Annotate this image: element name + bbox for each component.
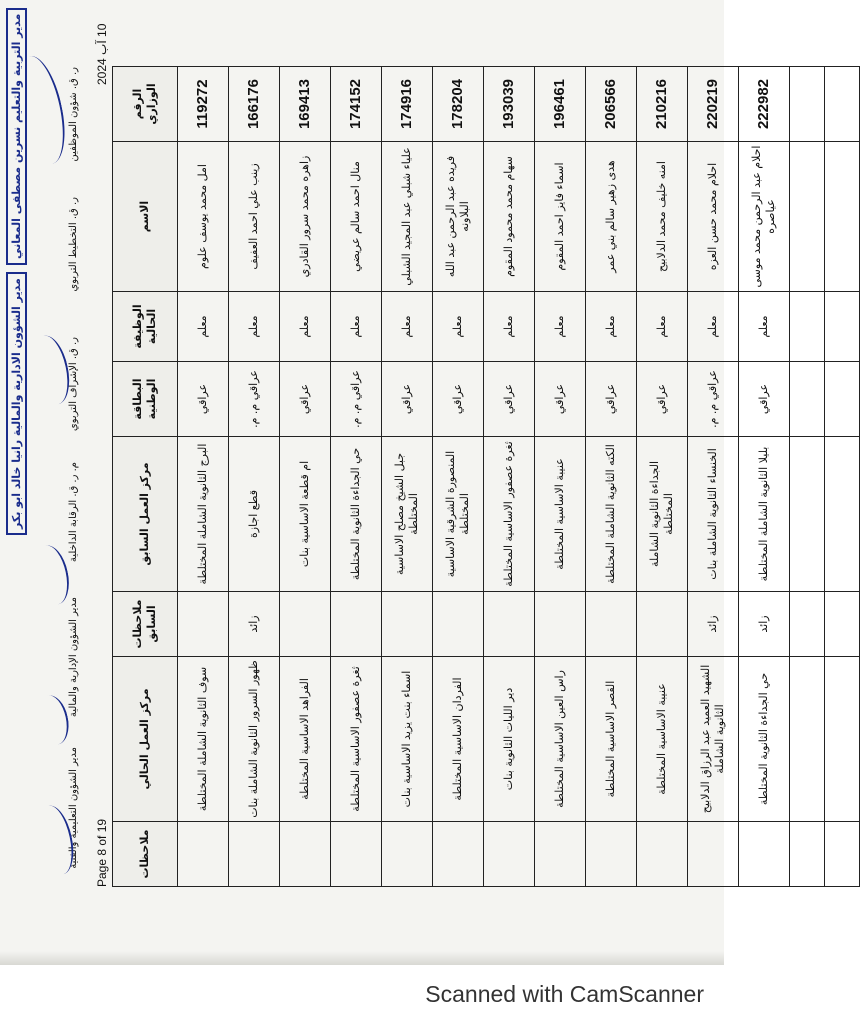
header-name: الاسم — [113, 142, 178, 292]
cell-ministry-no: 178204 — [433, 67, 484, 142]
cell-current-job: معلم — [331, 292, 382, 362]
cell-current-location: ثغرة عصفور الاساسية المختلطة — [331, 657, 382, 822]
cell-current-job: معلم — [178, 292, 229, 362]
header-notes: ملاحظات — [113, 822, 178, 887]
cell-notes — [178, 822, 229, 887]
signatory-planning: ر. ق. التخطيط التربوي — [68, 197, 79, 292]
cell-ministry-no: 119272 — [178, 67, 229, 142]
signature-row — [60, 67, 90, 887]
cell-name: هدى زهير سالم بني عمر — [586, 142, 637, 292]
cell-current-location: دير الليات الثانوية بنات — [484, 657, 535, 822]
cell-current-location: سوف الثانوية الشاملة المختلطة — [178, 657, 229, 822]
cell-prev-location: حي الجداءة الثانوية المختلطة — [331, 437, 382, 592]
signatory-admin-finance: مدير الشؤون الإدارية والمالية — [68, 597, 79, 718]
document-date: 10 آب 2024 — [95, 23, 109, 85]
cell-ministry-no: 206566 — [586, 67, 637, 142]
empty-cell — [825, 657, 860, 822]
cell-name: امل محمد يوسف علوم — [178, 142, 229, 292]
cell-notes — [433, 822, 484, 887]
cell-current-job: معلم — [382, 292, 433, 362]
cell-ministry-no: 196461 — [535, 67, 586, 142]
empty-cell — [825, 437, 860, 592]
signatory-internal-audit: م. ر. ق. الرقابة الداخلية — [68, 462, 79, 563]
cell-prev-notes — [484, 592, 535, 657]
cell-current-location: عنيبة الاساسية المختلطة — [637, 657, 688, 822]
cell-national-id: عراقي — [382, 362, 433, 437]
cell-prev-location: جبل الشيخ مصلح الاساسية المختلطة — [382, 437, 433, 592]
cell-national-id: عراقي — [535, 362, 586, 437]
cell-ministry-no: 169413 — [280, 67, 331, 142]
cell-current-location: اسماء بنت يزيد الاساسية بنات — [382, 657, 433, 822]
cell-prev-notes — [178, 592, 229, 657]
cell-notes — [229, 822, 280, 887]
cell-prev-location: قطع اجازة — [229, 437, 280, 592]
cell-current-job: معلم — [433, 292, 484, 362]
cell-notes — [739, 822, 790, 887]
cell-prev-notes — [280, 592, 331, 657]
stamp-admin-finance: مدير الشؤون الادارية والمالية رانيا خالد ابو بكر — [6, 272, 27, 535]
empty-cell — [790, 592, 825, 657]
page-edge-shadow — [0, 951, 724, 965]
cell-current-job: معلم — [586, 292, 637, 362]
table-row — [280, 67, 331, 887]
cell-current-location: الشهيد العميد عبد الرزاق الدلابيح الثانوية الشاملة — [688, 657, 739, 822]
cell-national-id: عراقي — [739, 362, 790, 437]
cell-name: زينب علي احمد العفيف — [229, 142, 280, 292]
cell-name: زاهره محمد سرور القادري — [280, 142, 331, 292]
table-row — [331, 67, 382, 887]
table-row — [637, 67, 688, 887]
cell-prev-location: عنيبة الاساسية المختلطة — [535, 437, 586, 592]
cell-prev-notes — [586, 592, 637, 657]
cell-notes — [484, 822, 535, 887]
cell-current-job: معلم — [229, 292, 280, 362]
cell-prev-location: المنصورة الشرقية الاساسية المختلطة — [433, 437, 484, 592]
table-row — [739, 67, 790, 887]
cell-ministry-no: 174916 — [382, 67, 433, 142]
header-prev-location: مركز العمل السابق — [113, 437, 178, 592]
table-row — [688, 67, 739, 887]
cell-ministry-no: 210216 — [637, 67, 688, 142]
cell-national-id: عراقي — [280, 362, 331, 437]
cell-prev-notes: زائد — [688, 592, 739, 657]
table-row — [586, 67, 637, 887]
cell-name: اسماء فايز احمد المقوم — [535, 142, 586, 292]
cell-prev-location: البرج الثانوية الشاملة المختلطة — [178, 437, 229, 592]
cell-national-id: عراقي — [586, 362, 637, 437]
cell-prev-notes — [433, 592, 484, 657]
table-header-row — [113, 67, 178, 887]
cell-prev-location: بليلا الثانوية الشاملة المختلطة — [739, 437, 790, 592]
cell-current-location: حي الجداءة الثانوية المختلطة — [739, 657, 790, 822]
cell-notes — [280, 822, 331, 887]
empty-cell — [790, 437, 825, 592]
table-row — [178, 67, 229, 887]
table-row — [433, 67, 484, 887]
empty-cell — [790, 657, 825, 822]
cell-prev-notes — [637, 592, 688, 657]
empty-row — [790, 67, 825, 887]
cell-national-id: عراقي م. م. — [331, 362, 382, 437]
empty-cell — [825, 142, 860, 292]
cell-national-id: عراقي — [178, 362, 229, 437]
cell-notes — [688, 822, 739, 887]
cell-ministry-no: 174152 — [331, 67, 382, 142]
cell-prev-location: الكته الثانوية الشاملة المختلطة — [586, 437, 637, 592]
empty-cell — [790, 292, 825, 362]
cell-prev-notes — [382, 592, 433, 657]
cell-ministry-no: 222982 — [739, 67, 790, 142]
cell-name: امنه خليف محمد الدلابيح — [637, 142, 688, 292]
cell-notes — [586, 822, 637, 887]
scanner-watermark-bar — [0, 973, 724, 1024]
signatory-education-affairs: مدير الشؤون التعليمية والفنية — [68, 747, 79, 869]
cell-national-id: عراقي م. م. — [688, 362, 739, 437]
cell-current-job: معلم — [739, 292, 790, 362]
cell-national-id: عراقي — [433, 362, 484, 437]
empty-cell — [790, 67, 825, 142]
scanner-watermark: Scanned with CamScanner — [425, 981, 704, 1007]
cell-prev-notes: زائد — [229, 592, 280, 657]
cell-current-location: راس العين الاساسية المختلطة — [535, 657, 586, 822]
header-national-id: البطاقة الوطنية — [113, 362, 178, 437]
cell-prev-location: ثغرة عصفور الاساسية المختلطة — [484, 437, 535, 592]
signatory-hr: ر. ق. شؤون الموظفين — [68, 67, 79, 162]
cell-current-location: القصر الاساسية المختلطة — [586, 657, 637, 822]
cell-current-job: معلم — [535, 292, 586, 362]
table-row — [229, 67, 280, 887]
table-row — [382, 67, 433, 887]
cell-prev-location: ام قطعة الاساسية بنات — [280, 437, 331, 592]
cell-prev-location: الجداءة الثانوية الشاملة المختلطة — [637, 437, 688, 592]
page-number: Page 8 of 19 — [95, 818, 109, 887]
cell-name: احلام محمد حسن العزه — [688, 142, 739, 292]
transfer-table — [112, 66, 860, 887]
cell-name: علياء شبلي عبد المجيد الشبلي — [382, 142, 433, 292]
cell-name: فريده عبد الرحمن عبد الله البلاونه — [433, 142, 484, 292]
header-current-job: الوظيفة الحالية — [113, 292, 178, 362]
cell-notes — [382, 822, 433, 887]
empty-cell — [825, 362, 860, 437]
cell-prev-notes — [535, 592, 586, 657]
empty-cell — [790, 822, 825, 887]
cell-current-location: ظهور السرور الثانوية الشاملة بنات — [229, 657, 280, 822]
header-ministry-no: الرقم الوزاري — [113, 67, 178, 142]
cell-notes — [535, 822, 586, 887]
empty-cell — [790, 142, 825, 292]
cell-name: سهام محمد محمود المقوم — [484, 142, 535, 292]
cell-national-id: عراقي — [637, 362, 688, 437]
cell-national-id: عراقي م. م. — [229, 362, 280, 437]
cell-national-id: عراقي — [484, 362, 535, 437]
cell-prev-notes: زائد — [739, 592, 790, 657]
empty-cell — [825, 67, 860, 142]
cell-notes — [637, 822, 688, 887]
empty-cell — [825, 822, 860, 887]
header-current-location: مركز العمل الحالي — [113, 657, 178, 822]
cell-current-location: الفردان الاساسية المختلطة — [433, 657, 484, 822]
cell-current-job: معلم — [484, 292, 535, 362]
empty-cell — [790, 362, 825, 437]
empty-cell — [825, 592, 860, 657]
empty-row — [825, 67, 860, 887]
cell-current-job: معلم — [688, 292, 739, 362]
cell-name: احلام عبد الرحمن محمد موسى عياصره — [739, 142, 790, 292]
cell-name: منال احمد سالم عريضي — [331, 142, 382, 292]
empty-cell — [825, 292, 860, 362]
cell-current-location: الفراهد الاساسية المختلطة — [280, 657, 331, 822]
cell-ministry-no: 166176 — [229, 67, 280, 142]
cell-notes — [331, 822, 382, 887]
table-row — [535, 67, 586, 887]
cell-ministry-no: 220219 — [688, 67, 739, 142]
signatory-supervision: ر. ق. الإشراف التربوي — [68, 337, 79, 432]
stamp-education-director: مدير التربية والتعليم نسرين مصطفى المعاني — [6, 8, 27, 265]
header-prev-notes: ملاحظات السابق — [113, 592, 178, 657]
cell-prev-notes — [331, 592, 382, 657]
cell-prev-location: الخنساء الثانوية الشاملة بنات — [688, 437, 739, 592]
cell-current-job: معلم — [280, 292, 331, 362]
table-row — [484, 67, 535, 887]
cell-ministry-no: 193039 — [484, 67, 535, 142]
cell-current-job: معلم — [637, 292, 688, 362]
